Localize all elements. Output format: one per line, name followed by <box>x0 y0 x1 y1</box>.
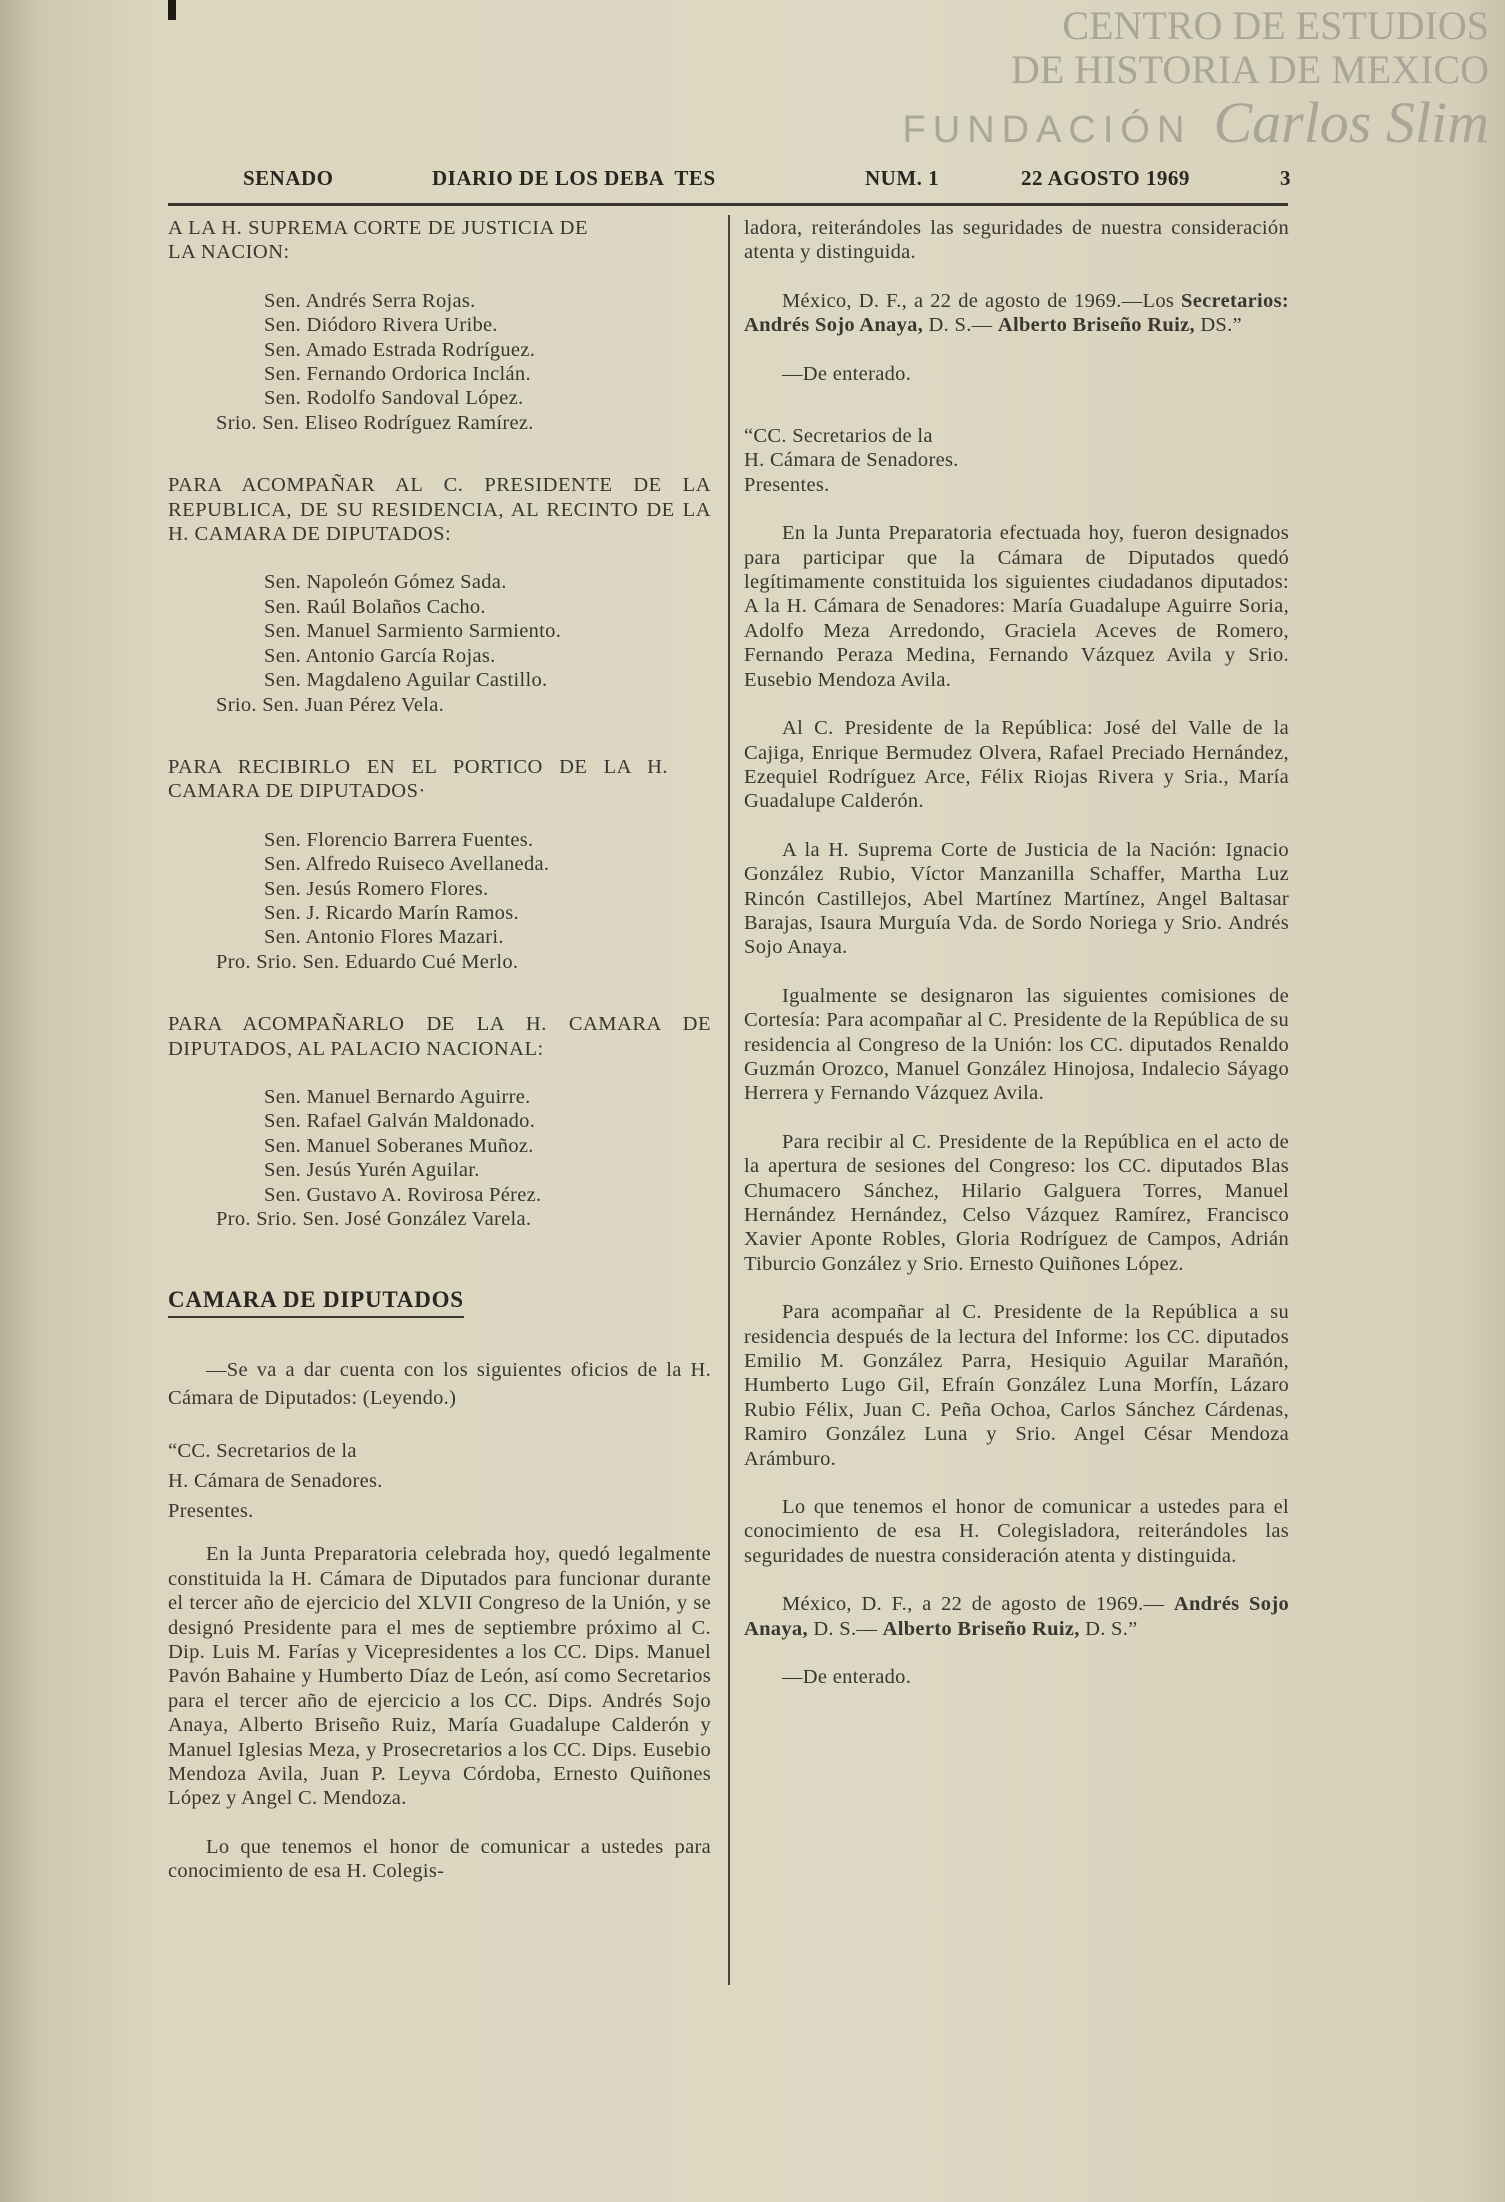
senator-list <box>168 570 711 716</box>
address-line: Presentes. <box>744 473 830 496</box>
senator-name: Sen. Jesús Romero Flores. <box>264 877 489 900</box>
section-title: CAMARA DE DIPUTADOS <box>168 1286 464 1318</box>
senator-name: Sen. Diódoro Rivera Uribe. <box>264 314 498 337</box>
group-title: A LA H. SUPREMA CORTE DE JUSTICIA DE LA NACION: <box>168 217 588 264</box>
address-line: “CC. Secretarios de la <box>744 425 933 448</box>
scan-mark <box>168 0 176 20</box>
paragraph: Lo que tenemos el honor de comunicar a ustedes para conocimiento de esa H. Colegis- <box>168 1835 711 1883</box>
watermark-line: DE MEXICO <box>1267 47 1489 92</box>
senator-name: Sen. Gustavo A. Rovirosa Pérez. <box>264 1183 542 1206</box>
senator-name: Sen. Rafael Galván Maldonado. <box>264 1110 536 1133</box>
paragraph: —Se va a dar cuenta con los siguientes oficios de la H. Cámara de Diputados: (Leyendo.) <box>168 1359 711 1410</box>
senator-name: Sen. Fernando Ordorica Inclán. <box>264 363 531 386</box>
signature-text: D. S.” <box>1079 1617 1138 1640</box>
right-column <box>744 216 1289 1690</box>
paragraph: A la H. Suprema Corte de Justicia de la Nación: Ignacio González Rubio, Víctor Manzanilla Schaffer, Martha Luz Rincón Castillejos, Abel Martínez Martínez, Angel Baltasar Barajas, Isaura Murguía Vda. de Sordo Noriega y Srio. Andrés Sojo Anaya. <box>744 838 1289 959</box>
paragraph: En la Junta Preparatoria efectuada hoy, fueron designados para participar que la Cámara de Diputados quedó legítimamente constituida los siguientes ciudadanos diputados: A la H. Cámara de Senadores: María Guadalupe Aguirre Soria, Adolfo Meza Arredondo, Graciela Aceves de Romero, Fernando Peraza Medina, Fernando Vázquez Avila y Srio. Eusebio Mendoza Avila. <box>744 522 1289 691</box>
senator-name: Sen. Jesús Yurén Aguilar. <box>264 1159 480 1182</box>
secretary-name: Srio. Sen. Eliseo Rodríguez Ramírez. <box>216 411 534 434</box>
senator-name: Sen. Antonio García Rojas. <box>264 644 496 667</box>
signature-paragraph <box>744 1592 1289 1641</box>
senator-name: Sen. Rodolfo Sandoval López. <box>264 387 524 410</box>
watermark-institution <box>929 4 1489 92</box>
header-publication: DIARIO DE LOS DEBA TES <box>432 166 716 190</box>
watermark-signature: Carlos Slim <box>1213 90 1489 155</box>
watermark-foundation: FUNDACIÓN <box>902 109 1192 151</box>
header-page-number: 3 <box>1280 166 1291 190</box>
address-block <box>168 1436 711 1526</box>
senator-list <box>168 1085 711 1231</box>
paragraph: Para acompañar al C. Presidente de la República a su residencia después de la lectura del Informe: los CC. diputados Emilio M. González Parra, Hesiquio Aguilar Marañón, Humberto Lugo Gil, Efraín González Luna Morfín, Lázaro Rubio Félix, Juan C. Peña Ochoa, Carlos Sánchez Cárdenas, Ramiro González Luna y Srio. Angel César Mendoza Arámburo. <box>744 1301 1289 1470</box>
senator-name: Sen. Manuel Soberanes Muñoz. <box>264 1134 534 1157</box>
signature-text: México, D. F., a 22 de agosto de 1969.—Los <box>782 289 1182 312</box>
watermark-line: ESTUDIOS <box>1295 3 1489 48</box>
senator-name: Sen. Napoleón Gómez Sada. <box>264 571 507 594</box>
column-divider <box>728 215 730 1985</box>
senator-list <box>168 828 711 974</box>
paragraph: Lo que tenemos el honor de comunicar a ustedes para el conocimiento de esa H. Colegisladora, reiterándoles las seguridades de nuestra consideración atenta y distinguida. <box>744 1496 1289 1567</box>
watermark-line: CENTRO DE <box>1062 3 1286 48</box>
senator-name: Sen. Manuel Bernardo Aguirre. <box>264 1085 531 1108</box>
secretary-name: Pro. Srio. Sen. José González Varela. <box>216 1208 532 1230</box>
address-line: H. Cámara de Senadores. <box>168 1470 383 1493</box>
paragraph: En la Junta Preparatoria celebrada hoy, quedó legalmente constituida la H. Cámara de Diputados para funcionar durante el tercer año de ejercicio del XLVII Congreso de la Unión, y se designó Presidente para el mes de septiembre próximo al C. Dip. Luis M. Farías y Vicepresidentes a los CC. Dips. Manuel Pavón Bahaine y Humberto Díaz de León, así como Secretarios para el tercer año de ejercicio a los CC. Dips. Andrés Sojo Anaya, Alberto Briseño Ruiz, María Guadalupe Calderón y Manuel Iglesias Meza, y Prosecretarios a los CC. Dips. Eusebio Mendoza Avila, Juan P. Leyva Córdoba, Ernesto Quiñones López y Angel C. Mendoza. <box>168 1543 711 1810</box>
signature-text: D. S.— <box>923 314 998 337</box>
signature-name: Alberto Briseño Ruiz, <box>997 314 1195 337</box>
header-chamber: SENADO <box>243 166 334 190</box>
address-line: Presentes. <box>168 1500 254 1523</box>
paragraph: ladora, reiterándoles las seguridades de nuestra consideración atenta y distinguida. <box>744 217 1289 264</box>
paragraph: Al C. Presidente de la República: José del Valle de la Cajiga, Enrique Bermudez Olvera, Rafael Preciado Hernández, Ezequiel Rodríguez Arce, Félix Riojas Rivera y Sria., María Guadalupe Calderón. <box>744 717 1289 813</box>
paragraph: Igualmente se designaron las siguientes comisiones de Cortesía: Para acompañar al C. Presidente de la República de su residencia al Congreso de la Unión: los CC. diputados Renaldo Guzmán Orozco, Manuel González Hinojosa, Indalecio Sáyago Herrera y Fernando Vázquez Avila. <box>744 984 1289 1105</box>
signature-name: Andrés Sojo Anaya, <box>744 1593 1289 1640</box>
group-title: PARA ACOMPAÑARLO DE LA H. CAMARA DE DIPUTADOS, AL PALACIO NACIONAL: <box>168 1013 711 1060</box>
signature-name: Alberto Briseño Ruiz, <box>882 1617 1080 1640</box>
address-block <box>744 424 1289 497</box>
header-date: 22 AGOSTO 1969 <box>1021 166 1190 190</box>
secretary-name: Pro. Srio. Sen. Eduardo Cué Merlo. <box>216 950 519 973</box>
senator-name: Sen. J. Ricardo Marín Ramos. <box>264 901 519 924</box>
signature-text: México, D. F., a 22 de agosto de 1969.— <box>782 1593 1174 1616</box>
enterado-note: —De enterado. <box>782 1666 912 1689</box>
senator-name: Sen. Andrés Serra Rojas. <box>264 289 476 312</box>
senator-name: Sen. Florencio Barrera Fuentes. <box>264 828 534 851</box>
watermark-line: DE HISTORIA <box>1010 47 1258 92</box>
senator-name: Sen. Raúl Bolaños Cacho. <box>264 595 486 618</box>
header-number: NUM. 1 <box>865 166 940 190</box>
left-column <box>168 216 711 1884</box>
watermark-foundation-row <box>903 92 1489 154</box>
senator-name: Sen. Amado Estrada Rodríguez. <box>264 338 536 361</box>
signature-text: DS.” <box>1194 314 1242 337</box>
signature-text: D. S.— <box>807 1617 883 1640</box>
address-line: H. Cámara de Senadores. <box>744 449 959 472</box>
secretary-name: Srio. Sen. Juan Pérez Vela. <box>216 693 445 716</box>
senator-name: Sen. Antonio Flores Mazari. <box>264 926 504 949</box>
senator-name: Sen. Magdaleno Aguilar Castillo. <box>264 669 548 692</box>
senator-name: Sen. Alfredo Ruiseco Avellaneda. <box>264 853 550 876</box>
paragraph: Para recibir al C. Presidente de la República en el acto de la apertura de sesiones del Congreso: los CC. diputados Blas Chumacero Sánchez, Hilario Galguera Torres, Manuel Hernández Hernández, Celso Vázquez Ramírez, Francisco Xavier Aponte Robles, Gloria Rodríguez de Campos, Adrián Tiburcio González y Srio. Ernesto Quiñones López. <box>744 1130 1289 1275</box>
address-line: “CC. Secretarios de la <box>168 1440 357 1463</box>
enterado-note: —De enterado. <box>782 362 912 385</box>
header-rule <box>168 203 1288 206</box>
signature-name: Secretarios: Andrés Sojo Anaya, <box>744 289 1289 337</box>
signature-paragraph <box>744 289 1289 338</box>
group-title: PARA RECIBIRLO EN EL PORTICO DE LA H. CAMARA DE DIPUTADOS· <box>168 755 668 803</box>
group-title: PARA ACOMPAÑAR AL C. PRESIDENTE DE LA REPUBLICA, DE SU RESIDENCIA, AL RECINTO DE LA H. CAMARA DE DIPUTADOS: <box>168 474 711 546</box>
senator-list <box>168 289 711 435</box>
senator-name: Sen. Manuel Sarmiento Sarmiento. <box>264 620 562 643</box>
